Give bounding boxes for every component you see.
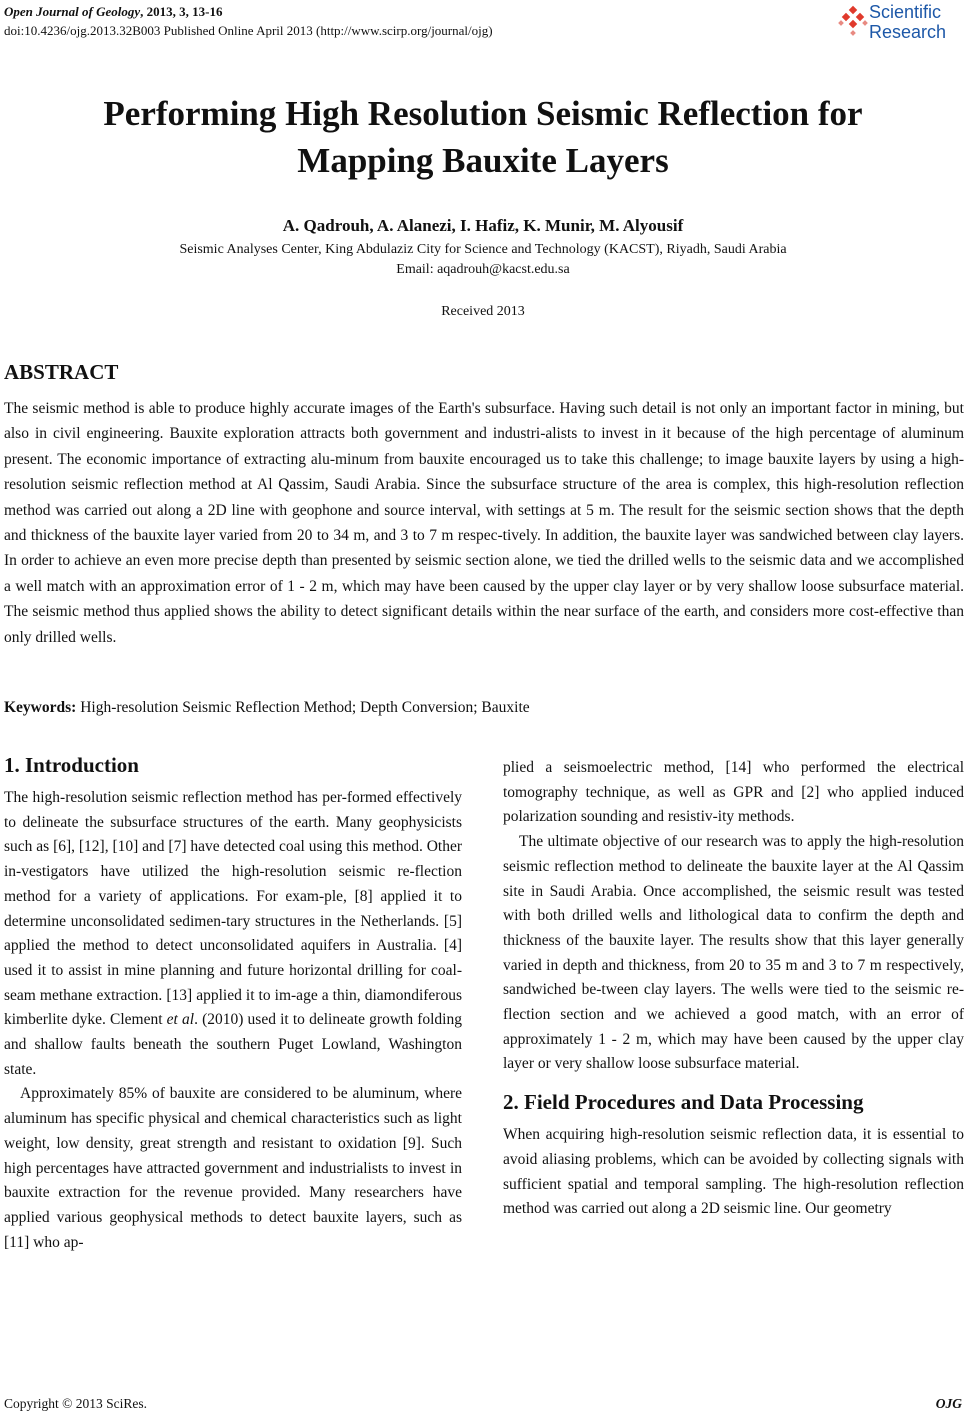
left-column (4, 752, 462, 1255)
paper-title-line2: Mapping Bauxite Layers (297, 141, 669, 180)
logo-text-line2: Research (869, 22, 947, 42)
intro-p1-et-al: et al (166, 1011, 195, 1029)
intro-paragraph-3: plied a seismoelectric method, [14] who performed the electrical tomography technique, as well as GPR and [2] who applied induced polarization sounding and resistiv-ity methods. (503, 759, 964, 826)
publisher-logo (837, 2, 962, 44)
abstract-text: The seismic method is able to produce highly accurate images of the Earth's subsurface. Having such detail is not only an important factor in mining, but also in civil engineering. Bauxite exploration attracts both government and industri-alists to invest in it because of the high percentage of aluminum present. The economic importance of extracting alu-minum from bauxite encouraged us to take this challenge; to image bauxite layers by using a high-resolution seismic reflection method at Al Qassim, Saudi Arabia. Since the subsurface structure of the area is complex, this high-resolution reflection method was carried out along a 2D line with geophone and source interval, with settings at 5 m. The result for the seismic section shows that the depth and thickness of the bauxite layer varied from 20 to 34 m, and 3 to 7 m respec-tively. In addition, the bauxite layer was sandwiched between clay layers. In order to achieve an even more precise depth than presented by seismic section alone, we tied the drilled wells to the seismic data and we accomplished a well match with an approximation error of 1 - 2 m, which may have been caused by the upper clay layer or by very shallow loose subsurface material. The seismic method thus applied shows the ability to detect significant details within the near surface of the earth, and considers more cost-effective than only drilled wells. (4, 400, 964, 646)
section-heading-field-procedures: 2. Field Procedures and Data Processing (503, 1090, 864, 1115)
paper-title-line1: Performing High Resolution Seismic Reflection for (103, 94, 863, 133)
running-header (4, 2, 493, 40)
logo-text-line1: Scientific (869, 2, 942, 22)
received-date: Received 2013 (441, 304, 525, 319)
logo-text (869, 2, 946, 42)
right-column (503, 756, 964, 1222)
affiliation: Seismic Analyses Center, King Abdulaziz City for Science and Technology (KACST), Riyadh, Saudi Arabia (179, 242, 787, 257)
copyright-footer: Copyright © 2013 SciRes. (4, 1396, 148, 1411)
intro-paragraph-2: Approximately 85% of bauxite are considered to be aluminum, where aluminum has specific physical and chemical characteristics such as light weight, low density, great strength and resistant to oxidation [9]. Such high percentages have attracted government and industrialists to invest in bauxite extraction for the revenue provided. Many researchers have applied various geophysical methods to detect bauxite layers, such as [11] who ap- (4, 1085, 462, 1251)
doi-line: doi:10.4236/ojg.2013.32B003 Published Online April 2013 (http://www.scirp.org/journal/ojg) (4, 23, 493, 38)
intro-paragraph-4: The ultimate objective of our research was to apply the high-resolution seismic reflection method to delineate the bauxite layer at the Al Qassim site in Saudi Arabia. Once accomplished, the seismic result was tested with both drilled wells and lithological data to confirm the depth and thickness of the bauxite layer. The results show that this layer generally varied in depth and thickness, from 20 to 35 m and 3 to 7 m respectively, sandwiched be-tween clay layers. The wells were tied to the seismic re-flection section and we achieved a good match, with an error of approximately 1 - 2 m, which may have been caused by the upper clay layer or very shallow loose subsurface material. (503, 833, 964, 1073)
intro-paragraph-1 (4, 786, 462, 1082)
keywords-label: Keywords: (4, 699, 77, 716)
section2-paragraph-1: When acquiring high-resolution seismic reflection data, it is essential to avoid aliasing problems, which can be avoided by collecting signals with sufficient spatial and temporal sampling. The high-resolution reflection method was carried out along a 2D seismic line. Our geometry (503, 1126, 964, 1218)
abstract-heading: ABSTRACT (4, 360, 119, 384)
keywords (4, 695, 964, 720)
intro-p1-text-b: . (2010) used it to delineate growth folding and shallow faults beneath the southern Puget Lowland, Washington state. (4, 1011, 462, 1078)
journal-volume: , 2013, 3, 13-16 (140, 4, 223, 19)
journal-abbreviation-footer: OJG (935, 1396, 962, 1411)
scientific-research-logo-icon (837, 5, 869, 37)
contact-email: Email: aqadrouh@kacst.edu.sa (396, 262, 570, 277)
journal-name: Open Journal of Geology (4, 4, 141, 19)
paper-title (0, 90, 966, 184)
intro-p1-text-a: The high-resolution seismic reflection method has per-formed effectively to delineate the subsurface structures of the earth. Many geophysicists such as [6], [12], [10] and [7] have detected coal using this method. Other in-vestigators have utilized the high-resolution seismic re-flection method for a variety of applications. For exam-ple, [8] applied it to determine unconsolidated sedimen-tary structures in the Netherlands. [5] applied the method to detect unconsolidated aquifers in Australia. [4] used it to assist in mine planning and future horizontal drilling for coal-seam methane extraction. [13] applied it to im-age a thin, diamondiferous kimberlite dyke. Clement (4, 789, 462, 1029)
author-list: A. Qadrouh, A. Alanezi, I. Hafiz, K. Munir, M. Alyousif (282, 216, 684, 235)
section-heading-introduction: 1. Introduction (4, 753, 139, 777)
keywords-text: High-resolution Seismic Reflection Method; Depth Conversion; Bauxite (76, 699, 530, 716)
journal-citation (4, 2, 493, 21)
